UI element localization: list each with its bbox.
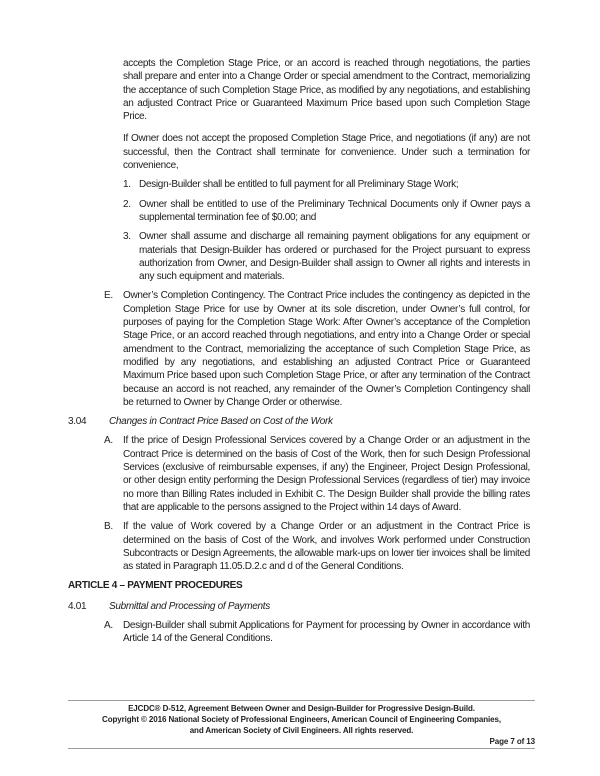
clause-E (68, 289, 530, 409)
clause-text: If the price of Design Professional Services covered by a Change Order or an adjustment in the Contract Price is determined on the basis of Cost of the Work, then for such Design Professional Services (exclusive of reimbursable expenses, if any) the Engineer, Project Design Professional, or other design entity performing the Design Professional Services (regardless of tier) may invoice no more than Billing Rates included in Exhibit C. The Design Builder shall provide the billing rates that are applicable to the persons assigned to the Project within 14 days of Award. (123, 435, 530, 513)
clause-A-3-04 (68, 434, 530, 514)
section-title: Changes in Contract Price Based on Cost of the Work (109, 416, 333, 428)
section-heading-3-04 (68, 415, 530, 428)
section-number: 3.04 (68, 416, 87, 428)
clause-A-4-01 (68, 619, 530, 646)
page-footer (68, 700, 535, 749)
clause-label: A. (104, 619, 113, 631)
list-item (68, 178, 530, 191)
section-heading-4-01 (68, 600, 530, 613)
footer-copyright-line2: and American Society of Civil Engineers. All rights reserved. (189, 725, 414, 735)
document-body (68, 57, 530, 652)
footer-document-title: EJCDC® D-512, Agreement Between Owner and Design-Builder for Progressive Design-Build. (128, 704, 475, 713)
list-item-number: 2. (123, 198, 131, 210)
paragraph-owner-not-accept: If Owner does not accept the proposed Completion Stage Price, and negotiations (if any) are not successful, then the Contract shall terminate for convenience. Under such a termination for convenience, (123, 133, 530, 172)
clause-label: A. (104, 435, 113, 447)
page-number: Page 7 of 13 (489, 737, 535, 747)
article-4-heading: ARTICLE 4 – PAYMENT PROCEDURES (68, 580, 243, 592)
numbered-list (68, 178, 530, 283)
clause-text: If the value of Work covered by a Change Order or an adjustment in the Contract Price is determined on the basis of Cost of the Work, and involves Work performed under Construction Subcontracts or Design Agreements, the allowable mark-ups on lower tier invoices shall be limited as stated in Paragraph 11.05.D.2.c and d of the General Conditions. (123, 521, 530, 573)
section-number: 4.01 (68, 600, 87, 612)
paragraph-completion-stage-continuation: accepts the Completion Stage Price, or an accord is reached through negotiations, the parties shall prepare and enter into a Change Order or special amendment to the Contract, memorializing the acceptance of such Completion Stage Price, as modified by any negotiations, and establishing an adjusted Contract Price or Guaranteed Maximum Price based upon such Completion Stage Price. (123, 58, 530, 123)
clause-label: B. (104, 521, 113, 533)
footer-copyright-line1: Copyright © 2016 National Society of Professional Engineers, American Council of Engineering Companies, (102, 714, 501, 724)
clause-text: Design-Builder shall submit Applications for Payment for processing by Owner in accordance with Article 14 of the General Conditions. (123, 619, 530, 645)
list-item (68, 230, 530, 283)
list-item-text: Design-Builder shall be entitled to full payment for all Preliminary Stage Work; (139, 179, 459, 191)
clause-text: Owner’s Completion Contingency. The Contract Price includes the contingency as depicted in the Completion Stage Price for use by Owner at its sole discretion, under Owner’s full control, for purposes of paying for the Completion Stage Work: After Owner’s acceptance of the Completion Stage Price, or an accord reached through negotiations, and entry into a Change Order or special amendment to the Contract, memorializing the acceptance of such Completion Stage Price, as modified by any negotiations, and establishing an adjusted Contract Price or Guaranteed Maximum Price based upon such Completion Stage Price, or after any termination of the Contract because an accord is not reached, any remainder of the Owner’s Completion Contingency shall be returned to Owner by Change Order or otherwise. (123, 290, 530, 408)
list-item-number: 1. (123, 179, 131, 191)
list-item-text: Owner shall be entitled to use of the Preliminary Technical Documents only if Owner pays a supplemental termination fee of $0.00; and (139, 198, 530, 223)
clause-label: E. (104, 290, 113, 302)
clause-B-3-04 (68, 520, 530, 573)
list-item (68, 198, 530, 225)
list-item-text: Owner shall assume and discharge all remaining payment obligations for any equipment or materials that Design-Builder has ordered or purchased for the Project pursuant to express authorization from Owner, and Design-Builder shall assign to Owner all rights and interests in any such equipment and materials. (139, 231, 530, 283)
section-title: Submittal and Processing of Payments (109, 600, 270, 612)
list-item-number: 3. (123, 231, 131, 243)
